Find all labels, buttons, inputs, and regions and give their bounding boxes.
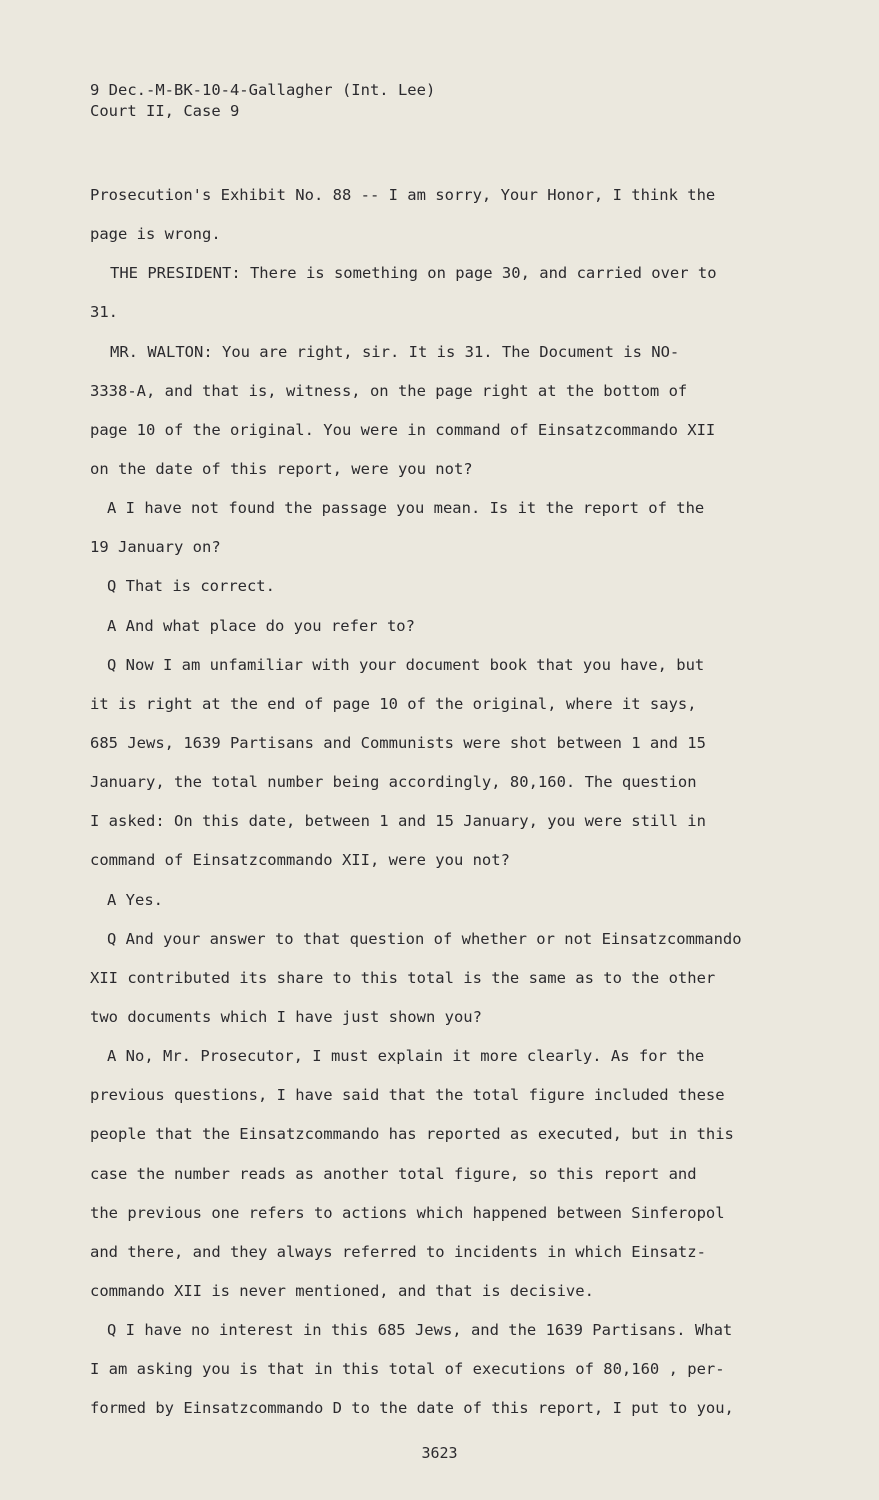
header-reference: 9 Dec.-M-BK-10-4-Gallagher (Int. Lee) — [90, 81, 436, 99]
text-line: A And what place do you refer to? — [107, 616, 415, 635]
text-line: Q And your answer to that question of whether or not Einsatzcommando — [107, 929, 742, 948]
text-line: Q That is correct. — [107, 577, 275, 596]
text-line: I am asking you is that in this total of executions of 80,160 , per- — [90, 1360, 725, 1379]
text-line: XII contributed its share to this total is the same as to the other — [90, 968, 716, 987]
text-line: people that the Einsatzcommando has reported as executed, but in this — [90, 1125, 734, 1144]
text-line: I asked: On this date, between 1 and 15 January, you were still in — [90, 812, 706, 831]
text-line: MR. WALTON: You are right, sir. It is 31. The Document is NO- — [110, 342, 680, 361]
text-line: 3338-A, and that is, witness, on the page right at the bottom of — [90, 381, 688, 400]
text-line: Q I have no interest in this 685 Jews, and the 1639 Partisans. What — [107, 1321, 733, 1340]
text-line: command of Einsatzcommando XII, were you not? — [90, 851, 510, 870]
transcript-body — [90, 176, 780, 1429]
text-line: on the date of this report, were you not? — [90, 459, 473, 478]
text-line: commando XII is never mentioned, and that is decisive. — [90, 1281, 594, 1300]
text-line: January, the total number being accordingly, 80,160. The question — [90, 773, 697, 792]
text-line: it is right at the end of page 10 of the original, where it says, — [90, 694, 697, 713]
text-line: Q Now I am unfamiliar with your document book that you have, but — [107, 655, 705, 674]
text-line: page 10 of the original. You were in command of Einsatzcommando XII — [90, 420, 716, 439]
text-line: the previous one refers to actions which happened between Sinferopol — [90, 1203, 725, 1222]
text-line: A No, Mr. Prosecutor, I must explain it more clearly. As for the — [107, 1047, 705, 1066]
text-line: 685 Jews, 1639 Partisans and Communists were shot between 1 and 15 — [90, 733, 706, 752]
text-line: 31. — [90, 303, 118, 322]
page-number: 3623 — [421, 1444, 458, 1462]
document-header — [90, 80, 435, 122]
text-line: THE PRESIDENT: There is something on page 30, and carried over to — [110, 264, 717, 283]
text-line: A I have not found the passage you mean. Is it the report of the — [107, 499, 705, 518]
text-line: 19 January on? — [90, 538, 221, 557]
text-line: A Yes. — [107, 890, 163, 909]
text-line: page is wrong. — [90, 225, 221, 244]
text-line: formed by Einsatzcommando D to the date of this report, I put to you, — [90, 1399, 734, 1418]
text-line: Prosecution's Exhibit No. 88 -- I am sorry, Your Honor, I think the — [90, 186, 716, 204]
text-line: and there, and they always referred to incidents in which Einsatz- — [90, 1242, 706, 1261]
text-line: case the number reads as another total figure, so this report and — [90, 1164, 697, 1183]
text-line: previous questions, I have said that the total figure included these — [90, 1086, 725, 1105]
text-line: two documents which I have just shown you? — [90, 1007, 482, 1026]
header-court-case: Court II, Case 9 — [90, 102, 240, 120]
